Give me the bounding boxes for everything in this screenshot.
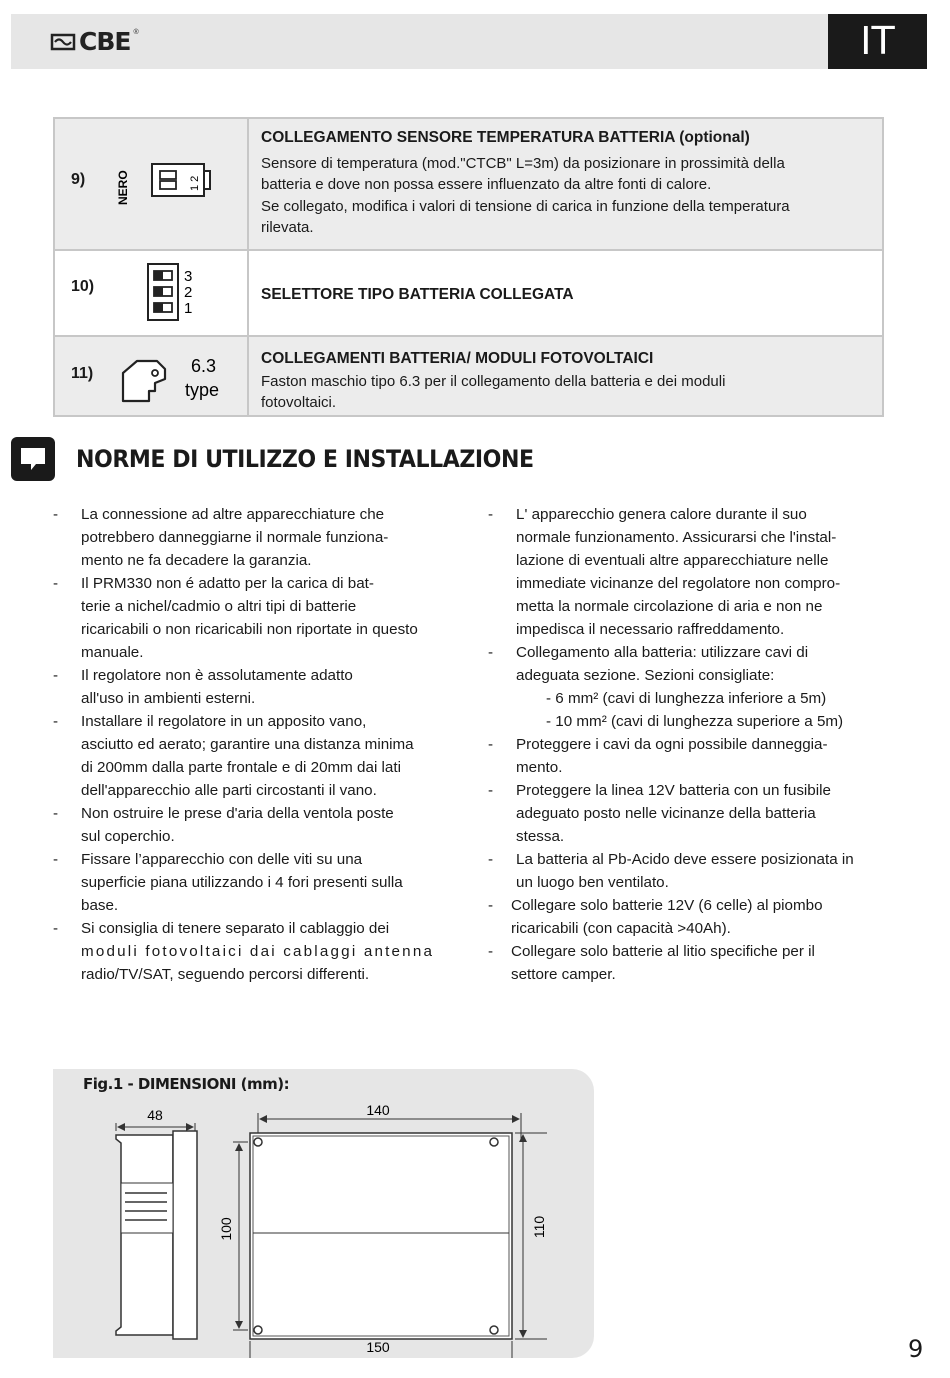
- bullet-dash: -: [488, 736, 494, 753]
- rule-item: [488, 733, 886, 779]
- connector-pin-label: 1 2: [189, 175, 201, 191]
- rule-item: [488, 940, 886, 986]
- text-line: lazione di eventuali altre apparecchiature nelle: [516, 552, 829, 569]
- bullet-dash: -: [53, 851, 59, 868]
- rules-right-column: [488, 503, 886, 986]
- bullet-dash: -: [488, 943, 494, 960]
- text-line: potrebbero danneggiarne il normale funziona-: [81, 529, 389, 546]
- connection-diagram-10: [55, 251, 249, 335]
- text-line: metta la normale circolazione di aria e non ne: [516, 598, 823, 615]
- text-line: Il regolatore non è assolutamente adatto: [81, 667, 353, 684]
- rule-item: [53, 802, 449, 848]
- connection-number: 9): [71, 171, 86, 188]
- cbe-logo-icon: [50, 31, 76, 53]
- text-line: batteria e dove non possa essere influenzato da altre fonti di calore.: [261, 176, 712, 193]
- connection-number: 10): [71, 278, 95, 295]
- text-line: Proteggere la linea 12V batteria con un fusibile: [516, 782, 831, 799]
- bullet-dash: -: [488, 897, 494, 914]
- battery-selector-dip-switch-icon: [147, 263, 217, 323]
- bullet-dash: -: [53, 667, 59, 684]
- faston-connector-icon: [115, 351, 245, 407]
- text-line: Faston maschio tipo 6.3 per il collegamento della batteria e dei moduli: [261, 372, 726, 390]
- bullet-dash: -: [488, 851, 494, 868]
- bullet-dash: -: [53, 713, 59, 730]
- rule-item: [488, 894, 886, 940]
- side-view-enclosure: [116, 1107, 197, 1339]
- switch-label: 2: [184, 284, 193, 301]
- text-line: Collegare solo batterie al litio specifiche per il: [511, 943, 815, 960]
- text-line: Proteggere i cavi da ogni possibile danneggia-: [516, 736, 828, 753]
- height-inner-dimension-label: 100: [218, 1217, 234, 1241]
- bullet-dash: -: [53, 805, 59, 822]
- text-line: normale funzionamento. Assicurarsi che l'instal-: [516, 529, 837, 546]
- faston-type-label: type: [185, 380, 220, 400]
- text-line: radio/TV/SAT, seguendo percorsi differenti.: [81, 966, 370, 983]
- logo-text: CBE: [79, 27, 131, 56]
- connection-text: [261, 371, 870, 414]
- figure-title: Fig.1 - DIMENSIONI (mm):: [83, 1075, 290, 1093]
- text-line: adeguata sezione. Sezioni consigliate:: [516, 667, 775, 684]
- connection-title: COLLEGAMENTI BATTERIA/ MODULI FOTOVOLTAICI: [261, 350, 654, 367]
- text-line: Si consiglia di tenere separato il cablaggio dei: [81, 920, 390, 937]
- section-title: NORME DI UTILIZZO E INSTALLAZIONE: [76, 445, 534, 473]
- text-line: Collegare solo batterie 12V (6 celle) al piombo: [511, 897, 823, 914]
- bullet-dash: -: [53, 920, 59, 937]
- text-line: terie a nichel/cadmio o altri tipi di batterie: [81, 598, 357, 615]
- cbe-logo: [50, 27, 139, 56]
- bullet-dash: -: [53, 575, 59, 592]
- rule-item: [488, 848, 886, 894]
- text-line: Collegamento alla batteria: utilizzare cavi di: [516, 644, 809, 661]
- text-line: Se collegato, modifica i valori di tensione di carica in funzione della temperatura: [261, 197, 790, 215]
- language-badge: IT: [828, 14, 927, 69]
- connection-row-9: [55, 119, 882, 249]
- text-line: Installare il regolatore in un apposito vano,: [81, 713, 367, 730]
- bullet-dash: -: [488, 506, 494, 523]
- connection-row-11: [55, 335, 882, 415]
- text-line: dell'apparecchio alle parti circostanti il vano.: [81, 782, 377, 799]
- connector-color-label: NERO: [116, 170, 130, 205]
- connection-description-11: [249, 337, 882, 415]
- text-line: all'uso in ambienti esterni.: [81, 690, 256, 707]
- text-line: adeguato posto nelle vicinanze della batteria: [516, 805, 816, 822]
- text-line: immediate vicinanze del regolatore non compro-: [516, 575, 841, 592]
- rule-item: [53, 572, 449, 664]
- text-line: Fissare l’apparecchio con delle viti su una: [81, 851, 363, 868]
- front-view-enclosure: [218, 1102, 547, 1358]
- connection-title: COLLEGAMENTO SENSORE TEMPERATURA BATTERIA (optional): [261, 129, 750, 146]
- text-line: - 10 mm² (cavi di lunghezza superiore a 5m): [546, 713, 844, 730]
- text-line: L' apparecchio genera calore durante il suo: [516, 506, 807, 523]
- text-line: Il PRM330 non é adatto per la carica di bat-: [81, 575, 374, 592]
- rule-item: [53, 848, 449, 917]
- connections-table: [53, 117, 884, 417]
- rule-item: [488, 503, 886, 641]
- rule-item: [53, 664, 449, 710]
- page-number: 9: [908, 1335, 924, 1363]
- connection-row-10: [55, 249, 882, 335]
- text-line: Non ostruire le prese d'aria della ventola poste: [81, 805, 394, 822]
- text-line: superficie piana utilizzando i 4 fori presenti sulla: [81, 874, 403, 891]
- text-line: La batteria al Pb-Acido deve essere posizionata in: [516, 851, 854, 868]
- text-line: Sensore di temperatura (mod."CTCB" L=3m) da posizionare in prossimità della: [261, 154, 785, 172]
- text-line: ricaricabili o non ricaricabili non riportate in questo: [81, 621, 418, 638]
- text-line: rilevata.: [261, 219, 314, 236]
- bullet-dash: -: [488, 644, 494, 661]
- width-top-dimension-label: 140: [366, 1102, 390, 1118]
- text-line: mento ne fa decadere la garanzia.: [81, 552, 312, 569]
- bullet-dash: -: [53, 506, 59, 523]
- height-outer-dimension-label: 110: [531, 1215, 547, 1239]
- connection-text: [261, 153, 870, 239]
- bullet-dash: -: [488, 782, 494, 799]
- text-line: base.: [81, 897, 119, 914]
- cable-section-list: [488, 687, 886, 733]
- connection-description-9: [249, 119, 882, 249]
- warning-speech-icon: [11, 437, 55, 481]
- switch-label: 1: [184, 300, 193, 317]
- text-line: di 200mm dalla parte frontale e di 20mm dai lati: [81, 759, 401, 776]
- rule-item: [53, 710, 449, 802]
- rule-item: [488, 641, 886, 687]
- text-line: manuale.: [81, 644, 144, 661]
- text-line: un luogo ben ventilato.: [516, 874, 669, 891]
- rule-item: [488, 779, 886, 848]
- text-line: mento.: [516, 759, 563, 776]
- text-line: fotovoltaici.: [261, 394, 337, 411]
- depth-dimension-label: 48: [147, 1107, 163, 1123]
- rule-item: [53, 917, 449, 986]
- temperature-sensor-connector-icon: [110, 159, 220, 209]
- text-line: settore camper.: [511, 966, 616, 983]
- text-line: stessa.: [516, 828, 565, 845]
- switch-label: 3: [184, 268, 193, 285]
- text-line: ricaricabili (con capacità >40Ah).: [511, 920, 731, 937]
- width-bottom-dimension-label: 150: [366, 1339, 390, 1355]
- text-line: moduli fotovoltaici dai cablaggi antenna: [81, 943, 435, 960]
- rule-item: [53, 503, 449, 572]
- logo-registered-mark: ®: [133, 29, 139, 36]
- connection-diagram-11: [55, 337, 249, 415]
- dimensions-drawing: [53, 1069, 594, 1358]
- text-line: impedisca il necessario raffreddamento.: [516, 621, 785, 638]
- connection-description-10: [249, 251, 882, 335]
- faston-size-label: 6.3: [191, 356, 217, 376]
- connection-diagram-9: [55, 119, 249, 249]
- text-line: La connessione ad altre apparecchiature che: [81, 506, 385, 523]
- text-line: sul coperchio.: [81, 828, 175, 845]
- text-line: - 6 mm² (cavi di lunghezza inferiore a 5m): [546, 690, 827, 707]
- connection-number: 11): [71, 365, 94, 382]
- connection-title: SELETTORE TIPO BATTERIA COLLEGATA: [261, 286, 574, 303]
- text-line: asciutto ed aerato; garantire una distanza minima: [81, 736, 414, 753]
- rules-left-column: [53, 503, 449, 986]
